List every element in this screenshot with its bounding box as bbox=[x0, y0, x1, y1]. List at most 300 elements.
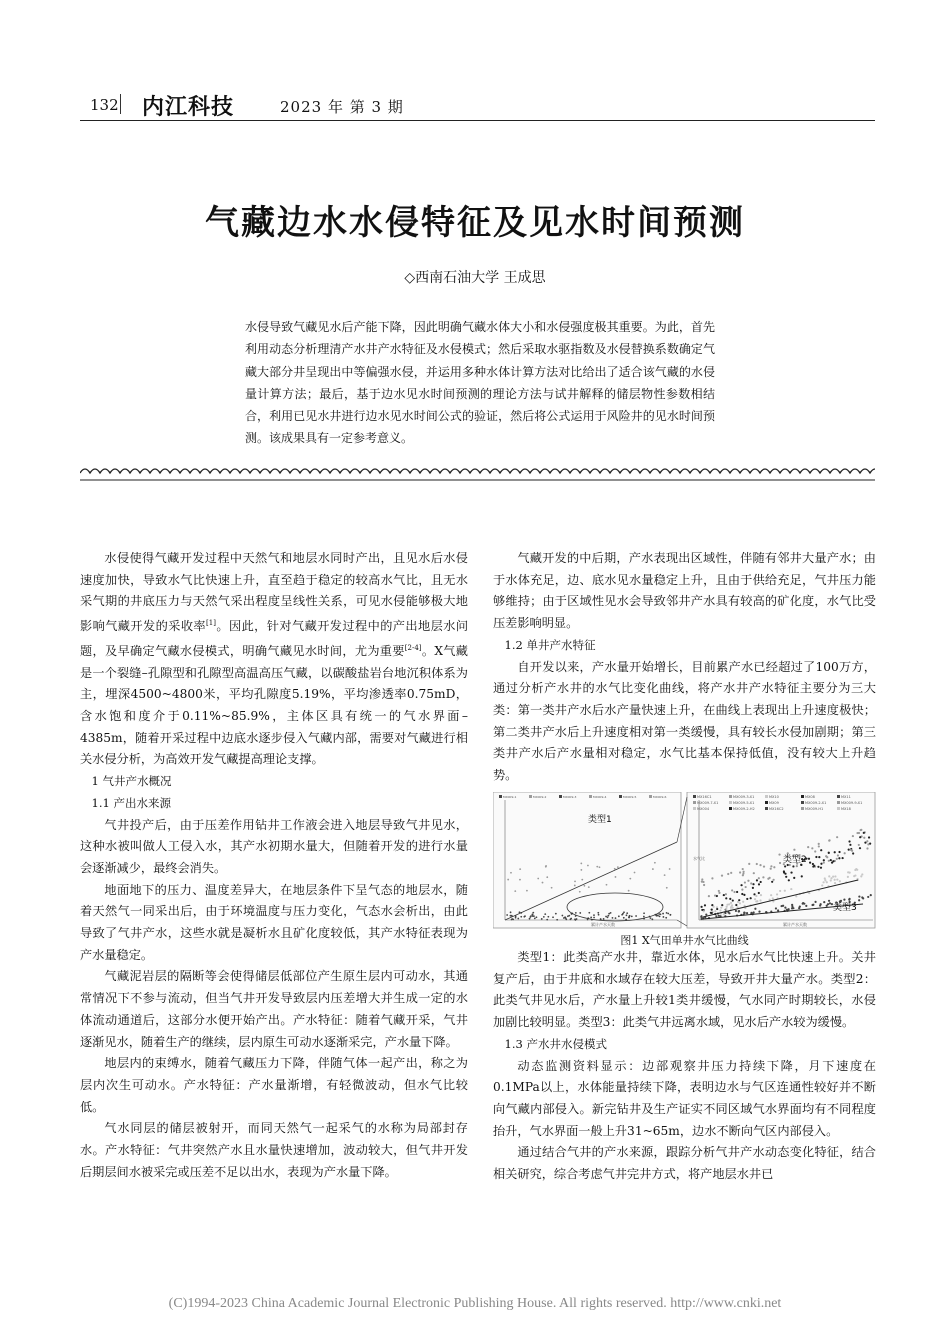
data-point bbox=[703, 884, 705, 886]
data-point bbox=[626, 912, 628, 914]
data-point bbox=[866, 847, 868, 849]
data-point bbox=[834, 851, 836, 853]
data-point bbox=[629, 878, 631, 880]
data-point bbox=[838, 857, 840, 859]
data-point bbox=[777, 909, 779, 911]
data-point bbox=[753, 872, 755, 874]
data-point bbox=[811, 904, 813, 906]
journal-name: 内江科技 bbox=[142, 95, 235, 120]
data-point bbox=[588, 886, 590, 888]
legend-entry bbox=[801, 807, 823, 811]
data-point bbox=[727, 873, 729, 875]
data-point bbox=[643, 916, 645, 918]
legend-entry bbox=[837, 801, 862, 805]
data-point bbox=[779, 862, 781, 864]
data-point bbox=[703, 910, 705, 912]
data-point bbox=[811, 847, 813, 849]
data-point bbox=[731, 889, 733, 891]
data-point bbox=[785, 876, 787, 878]
data-point bbox=[659, 916, 661, 918]
data-point bbox=[795, 895, 797, 897]
subsection-heading: 1.1 产出水来源 bbox=[91, 795, 171, 810]
paragraph: 自开发以来，产水量开始增长，目前累产水已经超过了100万方，通过分析产水井的水气比变化曲线，将产水井产水特征主要分为三大类：第一类井产水后水产量快速上升，在曲线上表现出上升速度极快；第二类井产水后上升速度相对第一类缓慢，具有较长水侵加剧期；第三类井产水后产水量相对稳定，水气比基本保持低值，没有较大上升趋势。 bbox=[493, 659, 876, 783]
data-point bbox=[667, 913, 669, 915]
svg-text:MX009-6: MX009-6 bbox=[653, 795, 667, 799]
data-point bbox=[520, 916, 522, 918]
data-point bbox=[852, 835, 854, 837]
data-point bbox=[752, 887, 754, 889]
data-point bbox=[634, 872, 636, 874]
legend-entry bbox=[729, 807, 755, 811]
data-point bbox=[529, 916, 531, 918]
data-point bbox=[828, 900, 830, 902]
svg-text:MX009-5-X1: MX009-5-X1 bbox=[733, 801, 755, 805]
data-point bbox=[711, 912, 713, 914]
data-point bbox=[629, 915, 631, 917]
data-point bbox=[758, 883, 760, 885]
data-point bbox=[729, 898, 731, 900]
data-point bbox=[700, 915, 702, 917]
data-point bbox=[575, 912, 577, 914]
data-point bbox=[815, 856, 817, 858]
left-column bbox=[80, 548, 468, 1184]
svg-text:MX009-1: MX009-1 bbox=[503, 795, 517, 799]
data-point bbox=[763, 865, 765, 867]
data-point bbox=[746, 898, 748, 900]
data-point bbox=[818, 856, 820, 858]
data-point bbox=[783, 870, 785, 872]
data-point bbox=[723, 894, 725, 896]
data-point bbox=[858, 844, 860, 846]
legend-entry bbox=[729, 795, 754, 799]
subsection-heading: 1.3 产水井水侵模式 bbox=[504, 1036, 607, 1051]
data-point bbox=[744, 881, 746, 883]
data-point bbox=[715, 915, 717, 917]
data-point bbox=[669, 868, 671, 870]
data-point bbox=[581, 879, 583, 881]
data-point bbox=[546, 919, 548, 921]
data-point bbox=[587, 865, 589, 867]
data-point bbox=[590, 916, 592, 918]
data-point bbox=[770, 894, 772, 896]
data-point bbox=[758, 892, 760, 894]
data-point bbox=[618, 915, 620, 917]
data-point bbox=[506, 914, 508, 916]
data-point bbox=[612, 917, 614, 919]
data-point bbox=[670, 914, 672, 916]
data-point bbox=[593, 914, 595, 916]
label-type1: 类型1 bbox=[588, 815, 612, 825]
data-point bbox=[814, 850, 816, 852]
data-point bbox=[534, 917, 536, 919]
svg-text:MX10: MX10 bbox=[769, 795, 779, 799]
data-point bbox=[603, 918, 605, 920]
data-point bbox=[791, 905, 793, 907]
data-point bbox=[743, 911, 745, 913]
data-point bbox=[510, 872, 512, 874]
data-point bbox=[820, 849, 822, 851]
data-point bbox=[847, 876, 849, 878]
data-point bbox=[848, 898, 850, 900]
data-point bbox=[856, 869, 858, 871]
data-point bbox=[868, 836, 870, 838]
data-point bbox=[859, 836, 861, 838]
data-point bbox=[784, 906, 786, 908]
data-point bbox=[801, 875, 803, 877]
data-point bbox=[867, 896, 869, 898]
data-point bbox=[635, 915, 637, 917]
data-point bbox=[607, 915, 609, 917]
data-point bbox=[753, 893, 755, 895]
data-point bbox=[773, 866, 775, 868]
data-point bbox=[754, 908, 756, 910]
data-point bbox=[772, 897, 774, 899]
data-point bbox=[792, 865, 794, 867]
data-point bbox=[547, 916, 549, 918]
paragraph: 动态监测资料显示：边部观察井压力持续下降，月下速度在0.1MPa以上，水体能量持续下降，表明边水与气区连通性较好并不断向气藏内部侵入。新完钻井及生产证实不同区域气水界面均有不同程度抬升，气水界面一般上升31~65m，边水不断向气区内部侵入。 bbox=[493, 1058, 876, 1138]
data-point bbox=[818, 845, 820, 847]
data-point bbox=[823, 859, 825, 861]
data-point bbox=[750, 897, 752, 899]
copyright-footer: (C)1994-2023 China Academic Journal Electronic Publishing House. All rights reserved. http://www.cnki.net bbox=[168, 1296, 782, 1311]
data-point bbox=[608, 913, 610, 915]
data-point bbox=[663, 916, 665, 918]
data-point bbox=[733, 891, 735, 893]
data-point bbox=[760, 881, 762, 883]
data-point bbox=[597, 912, 599, 914]
data-point bbox=[808, 858, 810, 860]
data-point bbox=[719, 909, 721, 911]
data-point bbox=[790, 888, 792, 890]
data-point bbox=[824, 877, 826, 879]
paragraph: 气藏泥岩层的隔断等会使得储层低部位产生原生层内可动水，其通常情况下不参与流动，但当气井开发导致层内压差增大并生成一定的水体流动通道后，这部分水便开始产出。产水特征：随着气藏开采，气井逐渐见水，随着生产的继续，层内原生可动水逐渐采完，产水量下降。 bbox=[80, 969, 468, 1049]
data-point bbox=[631, 915, 633, 917]
data-point bbox=[755, 895, 757, 897]
data-point bbox=[771, 881, 773, 883]
data-point bbox=[623, 911, 625, 913]
data-point bbox=[828, 860, 830, 862]
data-point bbox=[832, 876, 834, 878]
data-point bbox=[742, 868, 744, 870]
data-point bbox=[760, 894, 762, 896]
data-point bbox=[862, 897, 864, 899]
data-point bbox=[651, 918, 653, 920]
data-point bbox=[742, 874, 744, 876]
data-point bbox=[836, 858, 838, 860]
data-point bbox=[852, 852, 854, 854]
data-point bbox=[759, 864, 761, 866]
data-point bbox=[526, 890, 528, 892]
svg-text:MX009-5: MX009-5 bbox=[623, 795, 637, 799]
data-point bbox=[711, 909, 713, 911]
data-point bbox=[574, 918, 576, 920]
data-point bbox=[737, 901, 739, 903]
paragraph: 地层内的束缚水，随着气藏压力下降，伴随气体一起产出，称之为层内次生可动水。产水特征：产水量渐增，有轻微波动，但水气比较低。 bbox=[80, 1056, 468, 1114]
data-point bbox=[820, 863, 822, 865]
svg-text:MX18: MX18 bbox=[841, 807, 851, 811]
data-point bbox=[823, 862, 825, 864]
data-point bbox=[796, 865, 798, 867]
svg-text:MX009-H1: MX009-H1 bbox=[805, 807, 824, 811]
data-point bbox=[665, 917, 667, 919]
data-point bbox=[555, 913, 557, 915]
data-point bbox=[741, 893, 743, 895]
data-point bbox=[666, 912, 668, 914]
data-point bbox=[746, 912, 748, 914]
data-point bbox=[615, 876, 617, 878]
data-point bbox=[708, 895, 710, 897]
data-point bbox=[830, 879, 832, 881]
right-column-top bbox=[493, 548, 876, 787]
data-point bbox=[588, 912, 590, 914]
data-point bbox=[769, 877, 771, 879]
data-point bbox=[854, 874, 856, 876]
data-point bbox=[799, 905, 801, 907]
data-point bbox=[564, 916, 566, 918]
data-point bbox=[839, 880, 841, 882]
data-point bbox=[593, 917, 595, 919]
data-point bbox=[507, 879, 509, 881]
data-point bbox=[650, 917, 652, 919]
data-point bbox=[654, 862, 656, 864]
data-point bbox=[834, 875, 836, 877]
data-point bbox=[537, 878, 539, 880]
data-point bbox=[730, 872, 732, 874]
data-point bbox=[606, 884, 608, 886]
data-point bbox=[740, 884, 742, 886]
data-point bbox=[735, 910, 737, 912]
data-point bbox=[834, 882, 836, 884]
paragraph: 气井投产后，由于压差作用钻井工作液会进入地层导致气井见水，这种水被叫做人工侵入水，其产水初期水量大，但随着开发的进行水量会逐渐减少，最终会消失。 bbox=[80, 817, 468, 875]
data-point bbox=[664, 874, 666, 876]
data-point bbox=[623, 917, 625, 919]
paragraph: 气水同层的储层被射开，而同天然气一起采气的水称为局部封存水。产水特征：气井突然产水且水量快速增加，波动较大，但气井开发后期层间水被采完或压差不足以出水，表现为产水量下降。 bbox=[80, 1121, 468, 1179]
data-point bbox=[822, 881, 824, 883]
data-point bbox=[726, 904, 728, 906]
page-number: 132 bbox=[90, 96, 119, 114]
data-point bbox=[782, 905, 784, 907]
data-point bbox=[738, 910, 740, 912]
data-point bbox=[778, 853, 780, 855]
data-point bbox=[793, 849, 795, 851]
data-point bbox=[849, 844, 851, 846]
data-point bbox=[844, 852, 846, 854]
figure-caption: 图1 X气田单井水气比曲线 bbox=[620, 934, 749, 947]
data-point bbox=[514, 890, 516, 892]
data-point bbox=[863, 837, 865, 839]
data-point bbox=[741, 889, 743, 891]
data-point bbox=[756, 879, 758, 881]
legend-entry bbox=[729, 801, 754, 805]
data-point bbox=[848, 840, 850, 842]
data-point bbox=[556, 919, 558, 921]
data-point bbox=[779, 890, 781, 892]
data-point bbox=[598, 914, 600, 916]
data-point bbox=[542, 882, 544, 884]
data-point bbox=[858, 899, 860, 901]
data-point bbox=[743, 894, 745, 896]
paragraph: 地面地下的压力、温度差异大，在地层条件下呈气态的地层水，随着天然气一同采出后，由于环境温度与压力变化，气态水会析出，由此导致了气井产水，这些水就是凝析水且矿化度较低，其产水特征表现为产水量稳定。 bbox=[80, 882, 468, 962]
data-point bbox=[793, 877, 795, 879]
data-point bbox=[730, 907, 732, 909]
svg-text:MX009-2: MX009-2 bbox=[533, 795, 547, 799]
data-point bbox=[770, 868, 772, 870]
data-point bbox=[812, 865, 814, 867]
data-point bbox=[615, 917, 617, 919]
data-point bbox=[864, 842, 866, 844]
data-point bbox=[812, 863, 814, 865]
data-point bbox=[836, 836, 838, 838]
data-point bbox=[759, 899, 761, 901]
data-point bbox=[836, 878, 838, 880]
paragraph: 气藏开发的中后期，产水表现出区域性，伴随有邻井大量产水；由于水体充足，边、底水见水量稳定上升，且由于供给充足，气井压力能够维持；由于区域性见水会导致邻井产水具有较高的矿化度，水气比受压差影响明显。 bbox=[493, 551, 876, 631]
data-point bbox=[523, 916, 525, 918]
data-point bbox=[830, 859, 832, 861]
data-point bbox=[861, 873, 863, 875]
data-point bbox=[826, 905, 828, 907]
data-point bbox=[776, 893, 778, 895]
data-point bbox=[517, 918, 519, 920]
data-point bbox=[544, 913, 546, 915]
data-point bbox=[848, 849, 850, 851]
data-point bbox=[511, 918, 513, 920]
data-point bbox=[574, 881, 576, 883]
data-point bbox=[770, 865, 772, 867]
data-point bbox=[643, 912, 645, 914]
data-point bbox=[866, 840, 868, 842]
data-point bbox=[565, 918, 567, 920]
data-point bbox=[721, 875, 723, 877]
data-point bbox=[711, 877, 713, 879]
data-point bbox=[701, 878, 703, 880]
data-point bbox=[607, 916, 609, 918]
data-point bbox=[784, 865, 786, 867]
data-point bbox=[718, 892, 720, 894]
data-point bbox=[756, 900, 758, 902]
data-point bbox=[541, 918, 543, 920]
data-point bbox=[828, 852, 830, 854]
data-point bbox=[859, 847, 861, 849]
data-point bbox=[725, 897, 727, 899]
data-point bbox=[713, 906, 715, 908]
data-point bbox=[830, 877, 832, 879]
data-point bbox=[723, 913, 725, 915]
data-point bbox=[725, 893, 727, 895]
article-title: 气藏边水水侵特征及见水时间预测 bbox=[205, 203, 745, 243]
svg-text:MX16C2: MX16C2 bbox=[769, 807, 784, 811]
data-point bbox=[847, 871, 849, 873]
svg-text:MX009-4: MX009-4 bbox=[593, 795, 607, 799]
data-point bbox=[837, 854, 839, 856]
data-point bbox=[599, 866, 601, 868]
data-point bbox=[739, 902, 741, 904]
data-point bbox=[529, 918, 531, 920]
author-line: ◇西南石油大学 王成思 bbox=[404, 270, 546, 286]
data-point bbox=[752, 883, 754, 885]
data-point bbox=[832, 860, 834, 862]
data-point bbox=[790, 871, 792, 873]
data-point bbox=[579, 912, 581, 914]
data-point bbox=[750, 912, 752, 914]
data-point bbox=[754, 898, 756, 900]
data-point bbox=[735, 904, 737, 906]
data-point bbox=[820, 867, 822, 869]
data-point bbox=[519, 868, 521, 870]
data-point bbox=[626, 914, 628, 916]
data-point bbox=[818, 843, 820, 845]
data-point bbox=[730, 902, 732, 904]
data-point bbox=[870, 894, 872, 896]
data-point bbox=[762, 876, 764, 878]
svg-text:MX009-2-X1: MX009-2-X1 bbox=[805, 801, 827, 805]
data-point bbox=[732, 899, 734, 901]
svg-text:MX009-3-X1: MX009-3-X1 bbox=[733, 795, 755, 799]
data-point bbox=[863, 832, 865, 834]
x-axis-label-left: 累计产水天数 bbox=[591, 922, 615, 927]
data-point bbox=[628, 890, 630, 892]
data-point bbox=[662, 913, 664, 915]
data-point bbox=[574, 885, 576, 887]
data-point bbox=[714, 894, 716, 896]
figure-water-gas-ratio bbox=[493, 792, 876, 930]
data-point bbox=[828, 875, 830, 877]
data-point bbox=[773, 879, 775, 881]
data-point bbox=[736, 891, 738, 893]
data-point bbox=[750, 882, 752, 884]
data-point bbox=[536, 916, 538, 918]
data-point bbox=[823, 901, 825, 903]
data-point bbox=[580, 863, 582, 865]
data-point bbox=[842, 857, 844, 859]
data-point bbox=[576, 918, 578, 920]
data-point bbox=[739, 871, 741, 873]
data-point bbox=[666, 887, 668, 889]
data-point bbox=[532, 914, 534, 916]
paragraph: 类型1：此类高产水井，靠近水体，见水后水气比快速上升。关井复产后，由于井底和水域存在较大压差，导致开井大量产水。类型2：此类气井见水后，产水量上升较1类井缓慢，气水同产时期较长，水侵加剧比较明显。类型3：此类气井远离水域，见水后产水较为缓慢。 bbox=[493, 950, 876, 1030]
svg-text:MX11: MX11 bbox=[841, 795, 851, 799]
data-point bbox=[824, 879, 826, 881]
data-point bbox=[826, 856, 828, 858]
data-point bbox=[838, 851, 840, 853]
svg-text:MX009-2-H2: MX009-2-H2 bbox=[733, 807, 755, 811]
data-point bbox=[551, 887, 553, 889]
data-point bbox=[704, 904, 706, 906]
data-point bbox=[829, 902, 831, 904]
paragraph: 通过结合气井的产水来源，跟踪分析气井产水动态变化特征，结合相关研究，综合考虑气井完井方式，将产地层水井已 bbox=[493, 1145, 876, 1182]
paragraph: 水侵使得气藏开发过程中天然气和地层水同时产出，且见水后水侵速度加快，导致水气比快速上升，直至趋于稳定的较高水气比，且无水采气期的井底压力与天然气采出程度呈线性关系，可见水侵能够极大地影响气藏开发的采收率[1]。因此，针对气藏开发过程中的产出地层水问题，及早确定气藏水侵模式，明确气藏见水时间，尤为重要[2-4]。X气藏是一个裂缝–孔隙型和孔隙型高温高压气藏，以碳酸盐岩台地沉积体系为主，埋深4500~4800米，平均孔隙度5.19%，平均渗透率0.75mD，含水饱和度介于0.11%~85.9%，主体区具有统一的气水界面–4385m，随着开采过程中边底水逐步侵入气藏内部，需要对气藏进行相关水侵分析，为高效开发气藏提高理论支撑。 bbox=[80, 551, 469, 767]
data-point bbox=[814, 901, 816, 903]
data-point bbox=[561, 915, 563, 917]
data-point bbox=[510, 911, 512, 913]
data-point bbox=[828, 840, 830, 842]
data-point bbox=[570, 918, 572, 920]
data-point bbox=[552, 916, 554, 918]
legend-entry bbox=[801, 801, 826, 805]
data-point bbox=[826, 881, 828, 883]
data-point bbox=[834, 879, 836, 881]
right-column-bottom bbox=[493, 947, 876, 1186]
subsection-heading: 1.2 单井产水特征 bbox=[504, 637, 596, 652]
data-point bbox=[858, 895, 860, 897]
data-point bbox=[742, 901, 744, 903]
data-point bbox=[775, 907, 777, 909]
label-type2: 类型2 bbox=[783, 855, 807, 865]
data-point bbox=[743, 871, 745, 873]
data-point bbox=[652, 868, 654, 870]
data-point bbox=[725, 908, 727, 910]
data-point bbox=[843, 899, 845, 901]
data-point bbox=[788, 879, 790, 881]
